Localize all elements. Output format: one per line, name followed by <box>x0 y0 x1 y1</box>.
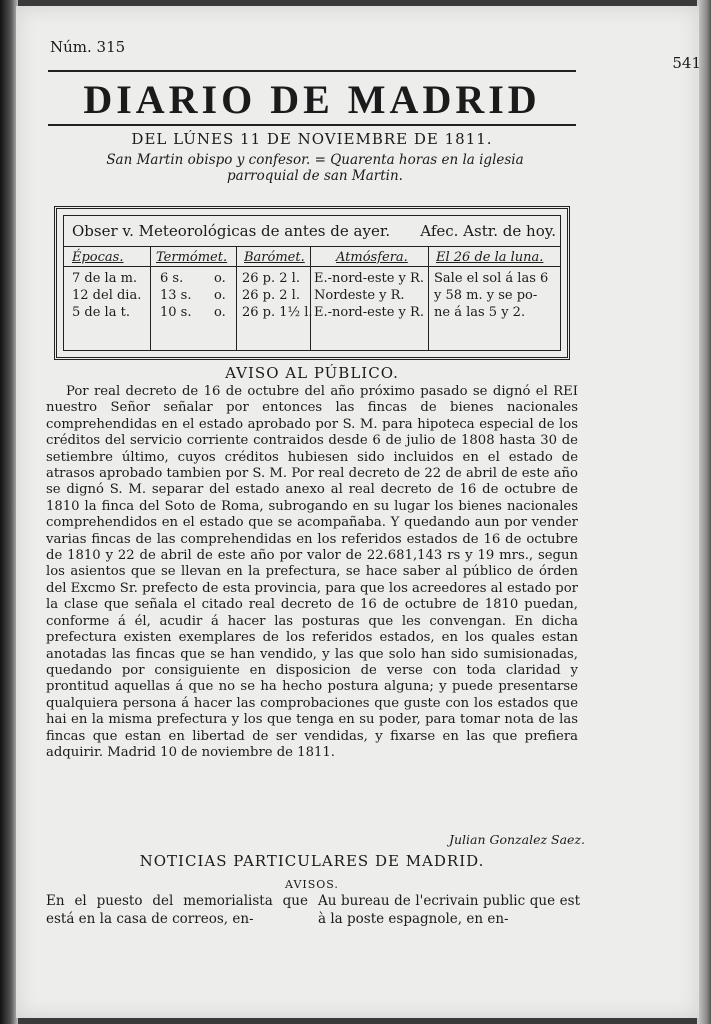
saint-line-1: San Martin obispo y confesor. = Quarenta horas en la iglesia <box>106 152 524 168</box>
table-cell: y 58 m. y se po- <box>434 288 538 303</box>
aviso-heading: AVISO AL PÚBLICO. <box>225 364 399 382</box>
meteo-header-rule <box>64 246 560 247</box>
aviso-body <box>46 384 578 761</box>
table-cell: 26 p. 2 l. <box>242 288 300 303</box>
issue-number: Núm. 315 <box>50 38 126 56</box>
aviso-paragraph: Por real decreto de 16 de octubre del año próximo pasado se dignó el REI nuestro Señor señalar por entonces las fincas de bienes nacionales comprehendidas en el estado aprobado por S. M. para hipoteca especial de los créditos del servicio corriente contraidos desde 6 de julio de 1808 hasta 30 de setiembre último, cuyos créditos hubiesen sido incluidos en el estado de atrasos aprobado tambien por S. M. Por real decreto de 22 de abril de este año se dignó S. M. separar del estado anexo al real decreto de 16 de octubre de 1810 la finca del Soto de Roma, subrogando en su lugar los bienes nacionales comprehendidos en el estado que se acompañaba. Y quedando aun por vender varias fincas de las comprehendidas en los referidos estados de 16 de octubre de 1810 y 22 de abril de este año por valor de 22.681,143 rs y 19 mrs., segun los asientos que se llevan en la prefectura, se hace saber al público de órden del Excmo Sr. prefecto de esta provincia, para que los acreedores al estado por la clase que señala el citado real decreto de 16 de octubre de 1810 puedan, conforme á él, acudir á hacer las posturas que les convengan. En dicha prefectura existen exemplares de los referidos estados, en los quales estan anotadas las fincas que se han vendido, y las que solo han sido sumisionadas, quedando por consiguiente en disposicion de verse con toda claridad y prontitud aquellas á que no se ha hecho postura alguna; y puede presentarse qualquiera persona á hacer las comprobaciones que guste con los estados que hai en la misma prefectura y los que tenga en su poder, para tomar nota de las fincas que estan en libertad de ser vendidas, y fixarse en las que prefiera adquirir. Madrid 10 de noviembre de 1811. <box>46 384 578 760</box>
table-cell: 26 p. 2 l. <box>242 271 300 286</box>
col-divider <box>236 246 237 350</box>
french-text: Au bureau de l'ecrivain public que est à la poste espagnole, en en- <box>318 893 580 927</box>
meteorological-table <box>54 206 570 360</box>
table-cell: o. <box>214 271 226 286</box>
table-cell: 7 de la m. <box>72 271 138 286</box>
epocas-column <box>72 270 141 321</box>
col-divider <box>150 246 151 350</box>
spanish-text: En el puesto del memorialista que está en la casa de correos, en- <box>46 893 308 927</box>
table-cell: E.-nord-este y R. <box>314 305 424 320</box>
header-termometro: Termómet. <box>156 250 228 265</box>
baro-column <box>242 270 313 321</box>
table-cell: 26 p. 1½ l. <box>242 305 313 320</box>
col-divider <box>428 246 429 350</box>
column-spanish <box>46 892 308 928</box>
term-column <box>160 270 191 321</box>
signature: Julian Gonzalez Saez. <box>448 832 585 847</box>
header-barometro: Barómet. <box>244 250 305 265</box>
table-cell: 12 del dia. <box>72 288 142 303</box>
table-cell: o. <box>214 288 226 303</box>
page-number: 541 <box>672 54 701 72</box>
table-cell: E.-nord-este y R. <box>314 271 424 286</box>
top-rule <box>48 70 576 72</box>
atmos-column <box>314 270 424 321</box>
table-cell: 10 s. <box>160 305 192 320</box>
table-cell: 6 s. <box>160 271 184 286</box>
table-cell: ne á las 5 y 2. <box>434 305 526 320</box>
luna-column <box>434 270 548 321</box>
column-french <box>318 892 580 928</box>
masthead-title: DIARIO DE MADRID <box>83 77 541 122</box>
avisos-subheading: AVISOS. <box>285 878 339 891</box>
meteo-inner-frame <box>63 215 561 351</box>
table-cell: 13 s. <box>160 288 192 303</box>
table-cell: Sale el sol á las 6 <box>434 271 549 286</box>
dateline: DEL LÚNES 11 DE NOVIEMBRE DE 1811. <box>131 130 493 148</box>
page-edge <box>697 0 711 1024</box>
astro-title: Afec. Astr. de hoy. <box>420 222 556 240</box>
header-luna: El 26 de la luna. <box>436 250 544 265</box>
meteo-title: Obser v. Meteorológicas de antes de ayer. <box>72 222 391 240</box>
saint-of-day <box>80 152 550 184</box>
saint-line-2: parroquial de san Martin. <box>227 168 403 184</box>
masthead-rule <box>48 124 576 126</box>
table-cell: Nordeste y R. <box>314 288 405 303</box>
meteo-subheader-rule <box>64 266 560 267</box>
table-cell: 5 de la t. <box>72 305 130 320</box>
table-cell: o. <box>214 305 226 320</box>
header-atmosfera: Atmósfera. <box>336 250 408 265</box>
header-epocas: Épocas. <box>72 250 124 265</box>
term2-column <box>214 270 226 321</box>
noticias-heading: NOTICIAS PARTICULARES DE MADRID. <box>139 852 485 870</box>
